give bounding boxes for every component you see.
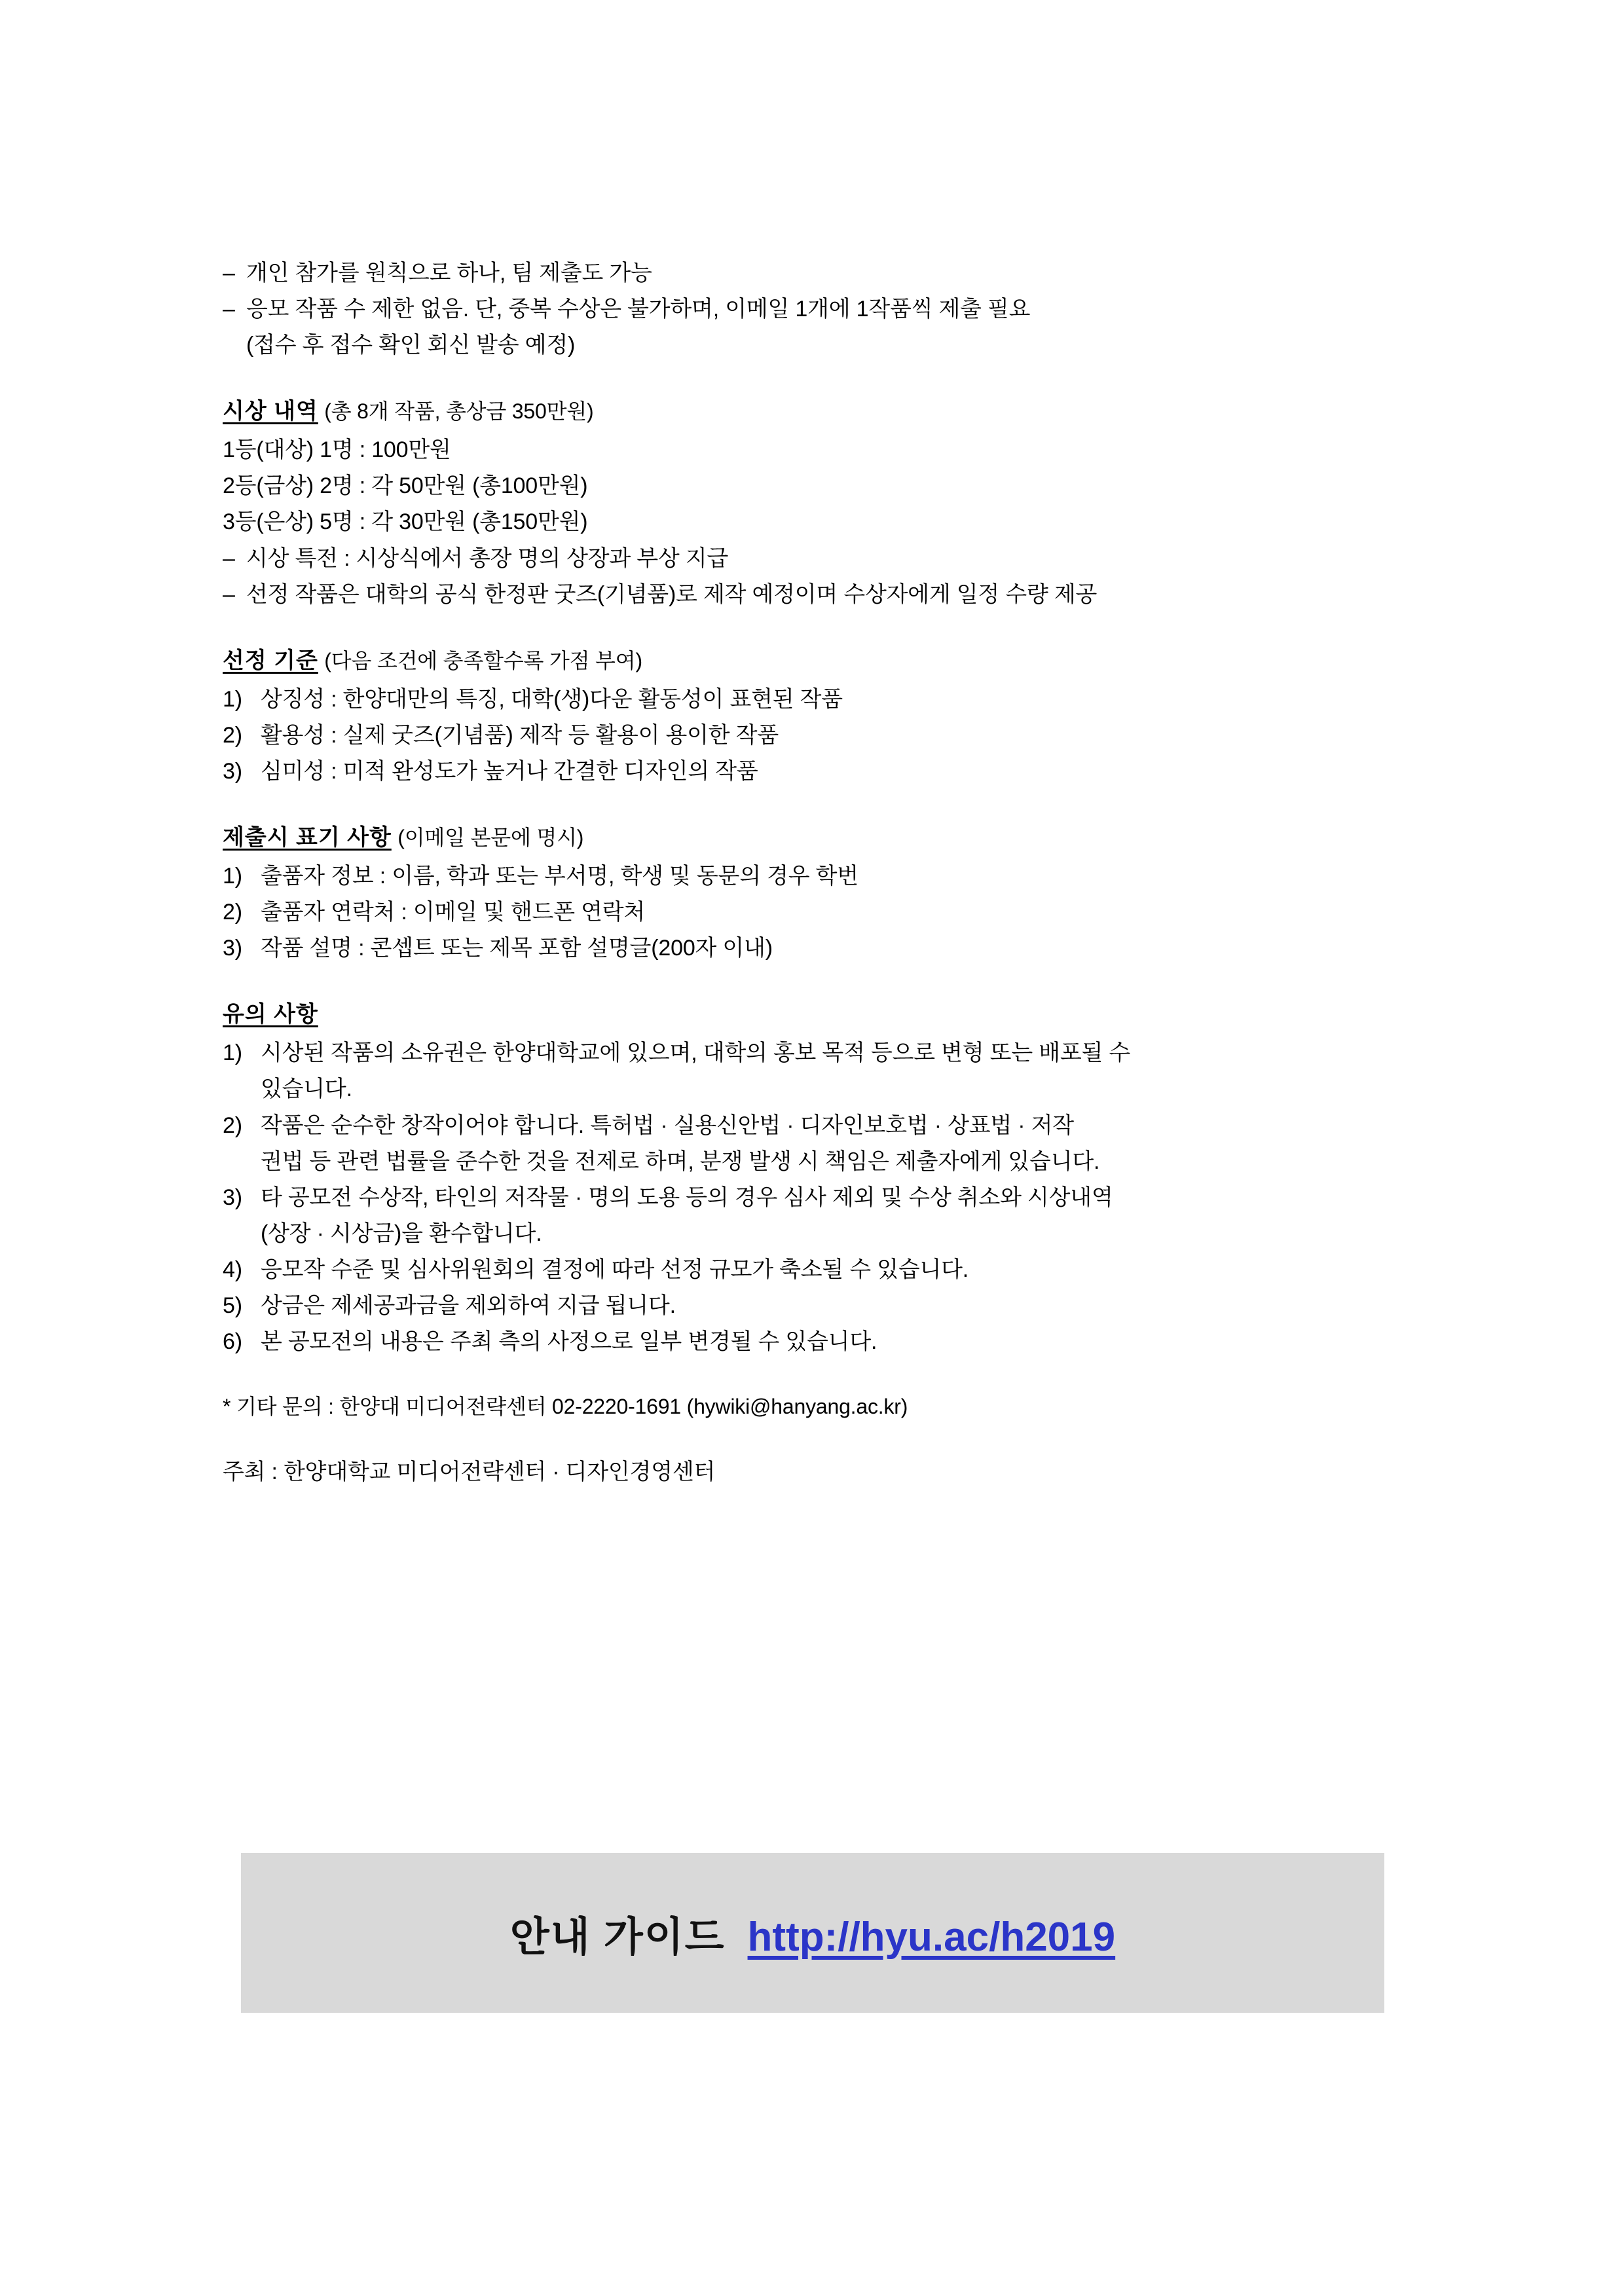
intro-bullet-2-text: 응모 작품 수 제한 없음. 단, 중복 수상은 불가하며, 이메일 1개에 1작품씩 제출 필요 [246,297,1031,322]
criteria-item-2 [223,718,1421,754]
notes-item-3-line1: 타 공모전 수상작, 타인의 저작물 · 명의 도용 등의 경우 심사 제외 및 수상 취소와 시상내역 [261,1184,1113,1210]
spacer [223,1424,1421,1454]
submission-item-2 [223,894,1421,930]
criteria-item-2-number: 2) [223,722,242,748]
notes-item-1-line2: 있습니다. [261,1076,352,1102]
spacer [223,790,1421,820]
guide-banner-title: 안내 가이드 [509,1914,726,1960]
notes-item-3-text [261,1180,1421,1252]
notes-item-3 [223,1180,1421,1252]
notes-item-3-number: 3) [223,1184,242,1210]
host-line: 주최 : 한양대학교 미디어전략센터 · 디자인경영센터 [223,1459,716,1484]
notes-item-1-text [261,1035,1421,1107]
notes-item-1 [223,1035,1421,1107]
notes-item-5-text: 상금은 제세공과금을 제외하여 지급 됩니다. [261,1293,676,1318]
criteria-item-2-text: 활용성 : 실제 굿즈(기념품) 제작 등 활용이 용이한 작품 [261,722,779,748]
spacer [223,363,1421,394]
notes-item-3-line2: (상장 · 시상금)을 환수합니다. [261,1221,542,1246]
dash-marker: – [223,581,235,607]
dash-marker: – [223,545,235,571]
dash-marker: – [223,297,235,322]
notes-item-2-number: 2) [223,1112,242,1138]
document-body [223,255,1421,1490]
submission-heading: 제출시 표기 사항 [223,825,392,851]
notes-item-5 [223,1288,1421,1324]
spacer [223,966,1421,997]
notes-item-6 [223,1324,1421,1360]
notes-item-6-text: 본 공모전의 내용은 주최 측의 사정으로 일부 변경될 수 있습니다. [261,1329,877,1355]
awards-bullet-1-text: 시상 특전 : 시상식에서 총장 명의 상장과 부상 지급 [246,545,729,571]
notes-item-6-number: 6) [223,1329,242,1355]
submission-item-3 [223,930,1421,966]
submission-item-2-text: 출품자 연락처 : 이메일 및 핸드폰 연락처 [261,900,646,925]
intro-bullet-1-text: 개인 참가를 원칙으로 하나, 팀 제출도 가능 [246,261,652,285]
awards-bullet-2 [223,577,1421,613]
notes-item-2-text [261,1108,1421,1180]
notes-item-4 [223,1252,1421,1288]
notes-item-2 [223,1108,1421,1180]
criteria-heading-sub: (다음 조건에 충족할수록 가점 부여) [324,648,642,672]
notes-item-1-number: 1) [223,1040,242,1066]
intro-bullet-1 [223,255,1421,291]
criteria-item-1-number: 1) [223,686,242,712]
awards-row-3: 3등(은상) 5명 : 각 30만원 (총150만원) [223,509,588,535]
criteria-heading-row [223,643,1421,679]
notes-heading-row [223,997,1421,1033]
submission-item-1-text: 출품자 정보 : 이름, 학과 또는 부서명, 학생 및 동문의 경우 학번 [261,864,858,889]
awards-bullet-2-text: 선정 작품은 대학의 공식 한정판 굿즈(기념품)로 제작 예정이며 수상자에게 일정 수량 제공 [246,581,1098,607]
criteria-item-1 [223,682,1421,718]
submission-item-3-number: 3) [223,936,242,961]
awards-heading-sub: (총 8개 작품, 총상금 350만원) [324,399,594,424]
notes-item-4-text: 응모작 수준 및 심사위원회의 결정에 따라 선정 규모가 축소될 수 있습니다. [261,1257,969,1282]
submission-item-2-number: 2) [223,900,242,925]
awards-row-2: 2등(금상) 2명 : 각 50만원 (총100만원) [223,473,588,499]
guide-banner [241,1853,1384,2013]
guide-banner-link[interactable]: http://hyu.ac/h2019 [747,1914,1116,1960]
criteria-item-3-text: 심미성 : 미적 완성도가 높거나 간결한 디자인의 작품 [261,758,758,784]
criteria-heading: 선정 기준 [223,648,318,673]
notes-item-4-number: 4) [223,1257,242,1282]
submission-item-1-number: 1) [223,864,242,889]
intro-bullet-2 [223,291,1421,327]
criteria-item-3-number: 3) [223,758,242,784]
awards-heading: 시상 내역 [223,399,318,424]
awards-bullet-1 [223,541,1421,577]
dash-marker: – [223,261,235,285]
awards-heading-row [223,394,1421,430]
criteria-item-1-text: 상징성 : 한양대만의 특징, 대학(생)다운 활동성이 표현된 작품 [261,686,843,712]
notes-item-1-line1: 시상된 작품의 소유권은 한양대학교에 있으며, 대학의 홍보 목적 등으로 변형 또는 배포될 수 [261,1040,1131,1066]
notes-heading: 유의 사항 [223,1002,318,1027]
spacer [223,613,1421,643]
intro-subline: (접수 후 접수 확인 회신 발송 예정) [246,333,576,358]
notes-item-2-line1: 작품은 순수한 창작이어야 합니다. 특허법 · 실용신안법 · 디자인보호법 · 상표법 · 저작 [261,1112,1074,1138]
contact-line: * 기타 문의 : 한양대 미디어전략센터 02-2220-1691 (hywiki@hanyang.ac.kr) [223,1395,908,1419]
submission-heading-sub: (이메일 본문에 명시) [397,826,584,850]
notes-item-5-number: 5) [223,1293,242,1318]
awards-row-1: 1등(대상) 1명 : 100만원 [223,437,451,463]
guide-banner-inner [510,1904,1115,1962]
criteria-item-3 [223,754,1421,790]
submission-item-3-text: 작품 설명 : 콘셉트 또는 제목 포함 설명글(200자 이내) [261,936,773,961]
spacer [223,1360,1421,1390]
submission-item-1 [223,858,1421,894]
submission-heading-row [223,820,1421,856]
notes-item-2-line2: 권법 등 관련 법률을 준수한 것을 전제로 하며, 분쟁 발생 시 책임은 제출자에게 있습니다. [261,1148,1100,1174]
